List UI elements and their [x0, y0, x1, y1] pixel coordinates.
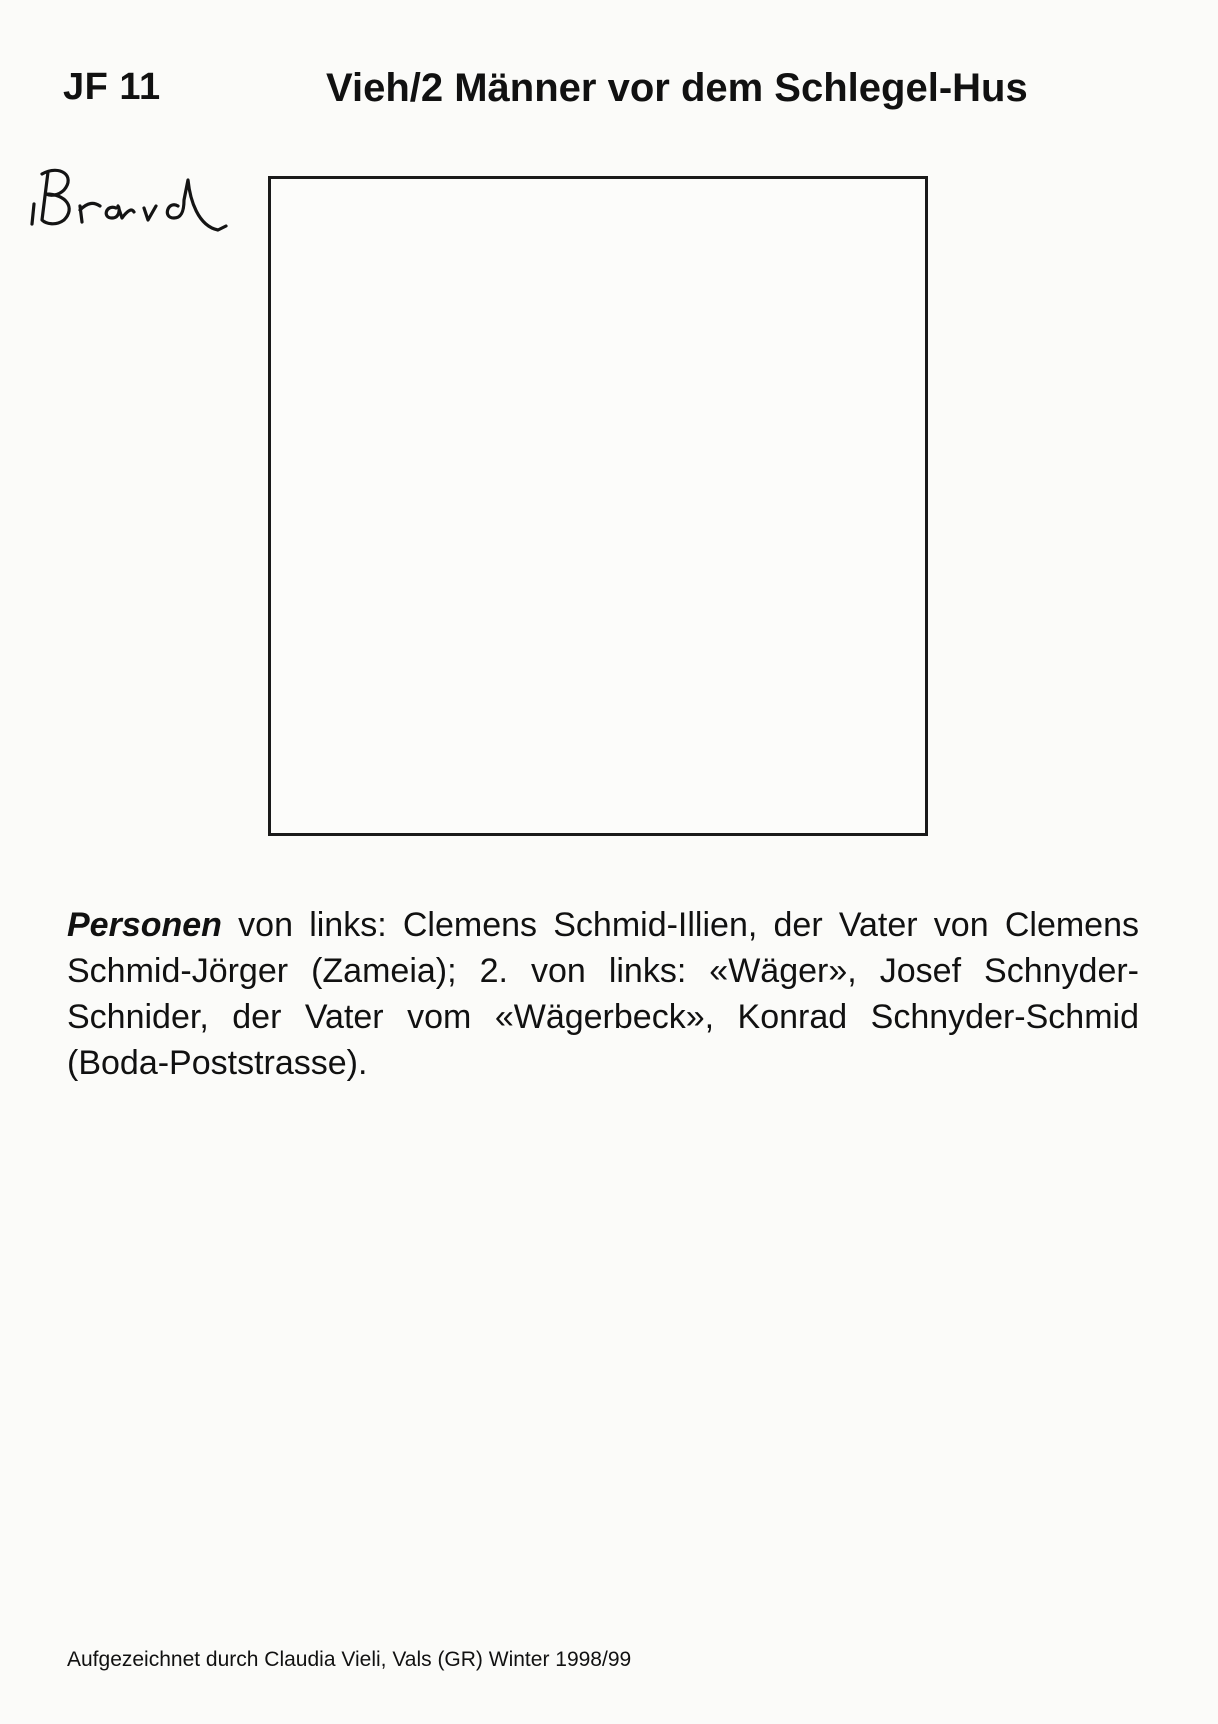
footer-credit: Aufgezeichnet durch Claudia Vieli, Vals (GR) Winter 1998/99: [67, 1648, 632, 1671]
photo-placeholder-frame: [268, 176, 928, 836]
handwritten-note: [16, 160, 236, 250]
card-id: JF 11: [63, 66, 161, 108]
caption: [67, 902, 1139, 1086]
caption-text: von links: Clemens Schmid-Illien, der Vater von Clemens Schmid-Jörger (Zameia); 2. von links: «Wäger», Josef Schnyder-Schnider, der Vater vom «Wägerbeck», Konrad Schnyder-Schmid (Boda-Poststrasse).: [67, 906, 1139, 1082]
caption-lead: Personen: [67, 906, 222, 944]
card-title: Vieh/2 Männer vor dem Schlegel-Hus: [326, 66, 1028, 110]
